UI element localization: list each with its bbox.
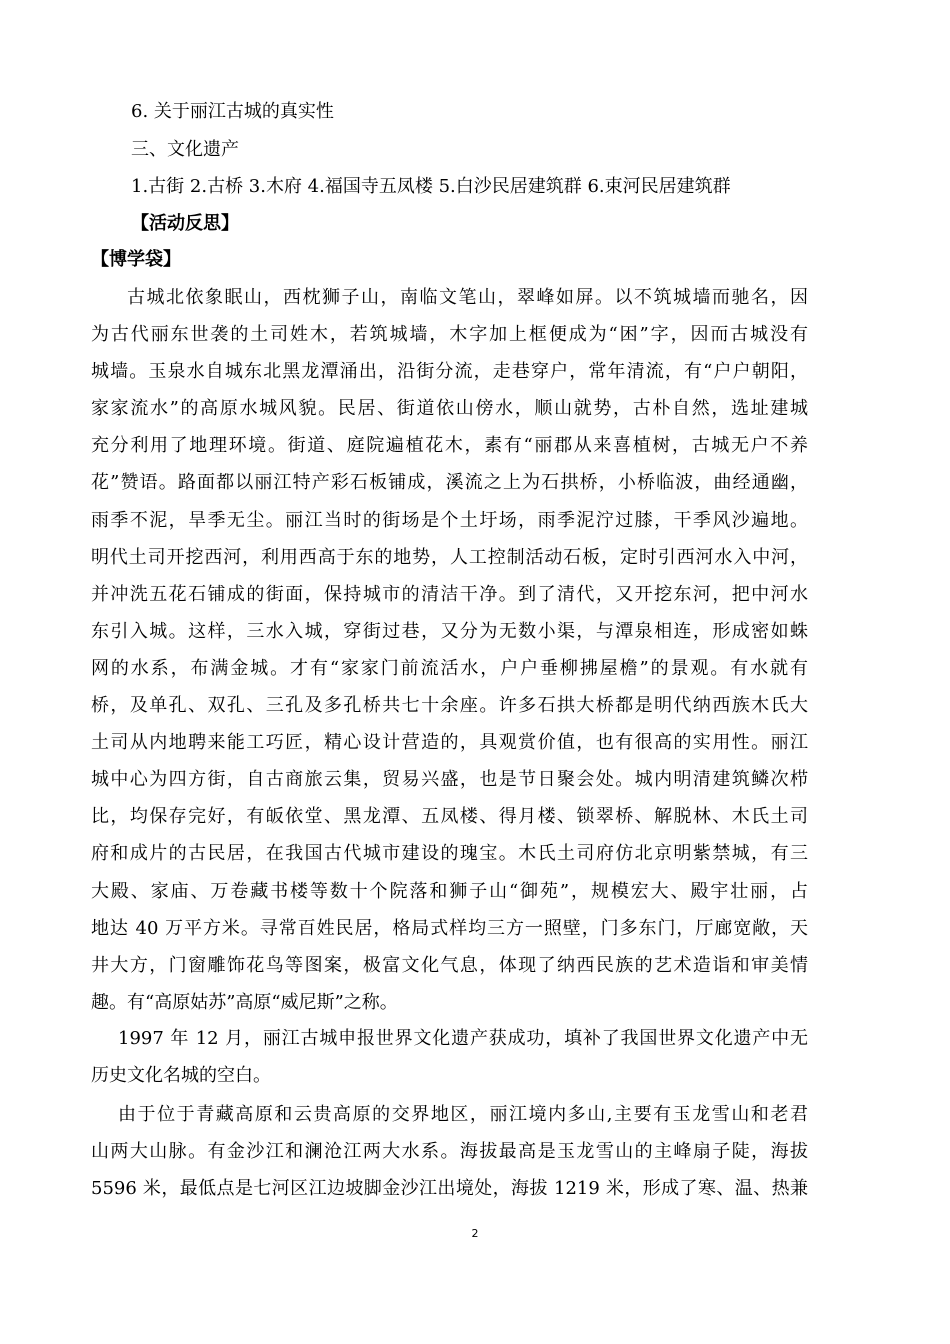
page-number: 2	[471, 1227, 479, 1240]
item-6: 6. 关于丽江古城的真实性	[131, 101, 334, 122]
paragraph-line: 古城北依象眠山，西枕狮子山，南临文笔山，翠峰如屏。以不筑城墙而驰名，因	[127, 287, 808, 308]
paragraph-line: 家家流水”的高原水城风貌。民居、街道依山傍水，顺山就势，古朴自然，选址建城	[91, 398, 808, 420]
paragraph-line: 桥，及单孔、双孔、三孔及多孔桥共七十余座。许多石拱大桥都是明代纳西族木氏大	[91, 695, 808, 717]
paragraph-line: 东引入城。这样，三水入城，穿街过巷，又分为无数小渠，与潭泉相连，形成密如蛛	[91, 620, 808, 642]
paragraph-line: 并冲洗五花石铺成的街面，保持城市的清洁干净。到了清代，又开挖东河，把中河水	[91, 583, 808, 605]
paragraph-line: 府和成片的古民居，在我国古代城市建设的瑰宝。木氏土司府仿北京明紫禁城，有三	[91, 843, 808, 865]
paragraph-line: 井大方，门窗雕饰花鸟等图案，极富文化气息，体现了纳西民族的艺术造诣和审美情	[91, 954, 808, 976]
paragraph-line: 网的水系，布满金城。才有“家家门前流活水，户户垂柳拂屋檐”的景观。有水就有	[91, 657, 808, 679]
paragraph-line: 为古代丽东世袭的土司姓木，若筑城墙，木字加上框便成为“困”字，因而古城没有	[91, 324, 808, 346]
paragraph-line: 趣。有“高原姑苏”高原“威尼斯”之称。	[91, 991, 398, 1013]
paragraph-line: 历史文化名城的空白。	[91, 1065, 271, 1087]
heading-activity-reflection: 【活动反思】	[131, 213, 239, 234]
paragraph-line: 花”赞语。路面都以丽江特产彩石板铺成，溪流之上为石拱桥，小桥临波，曲经通幽，	[91, 472, 808, 494]
section-heading-cultural-heritage: 三、文化遗产	[131, 139, 239, 160]
paragraph-ancient-city	[91, 279, 808, 1021]
paragraph-line: 明代土司开挖西河，利用西高于东的地势，人工控制活动石板，定时引西河水入中河，	[91, 546, 808, 568]
paragraph-line: 由于位于青藏高原和云贵高原的交界地区，丽江境内多山,主要有玉龙雪山和老君	[118, 1104, 808, 1125]
paragraph-geography	[91, 1096, 808, 1207]
paragraph-line: 雨季不泥，旱季无尘。丽江当时的街场是个土圩场，雨季泥泞过膝，干季风沙遍地。	[91, 509, 808, 531]
paragraph-line: 城中心为四方街，自古商旅云集，贸易兴盛，也是节日聚会处。城内明清建筑鳞次栉	[91, 769, 808, 791]
paragraph-line: 大殿、家庙、万卷藏书楼等数十个院落和狮子山“御苑”，规模宏大、殿宇壮丽，占	[91, 880, 808, 902]
paragraph-line: 土司从内地聘来能工巧匠，精心设计营造的，具观赏价值，也有很高的实用性。丽江	[91, 732, 808, 754]
paragraph-line: 城墙。玉泉水自城东北黑龙潭涌出，沿街分流，走巷穿户，常年清流，有“户户朝阳，	[91, 361, 808, 383]
heading-knowledge-bag: 【博学袋】	[91, 249, 181, 270]
paragraph-line: 山两大山脉。有金沙江和澜沧江两大水系。海拔最高是玉龙雪山的主峰扇子陡，海拔	[91, 1141, 808, 1163]
paragraph-line: 1997 年 12 月，丽江古城申报世界文化遗产获成功，填补了我国世界文化遗产中无	[118, 1028, 808, 1049]
paragraph-line: 5596 米，最低点是七河区江边坡脚金沙江出境处，海拔 1219 米，形成了寒、温、热兼	[91, 1178, 808, 1200]
heritage-list: 1.古街 2.古桥 3.木府 4.福国寺五凤楼 5.白沙民居建筑群 6.束河民居建筑群	[131, 176, 731, 197]
paragraph-line: 充分利用了地理环境。街道、庭院遍植花木，素有“丽郡从来喜植树，古城无户不养	[91, 435, 808, 457]
paragraph-world-heritage	[91, 1020, 808, 1094]
paragraph-line: 地达 40 万平方米。寻常百姓民居，格局式样均三方一照壁，门多东门，厅廊宽敞，天	[91, 917, 808, 939]
paragraph-line: 比，均保存完好，有皈依堂、黑龙潭、五凤楼、得月楼、锁翠桥、解脱林、木氏土司	[91, 806, 808, 828]
